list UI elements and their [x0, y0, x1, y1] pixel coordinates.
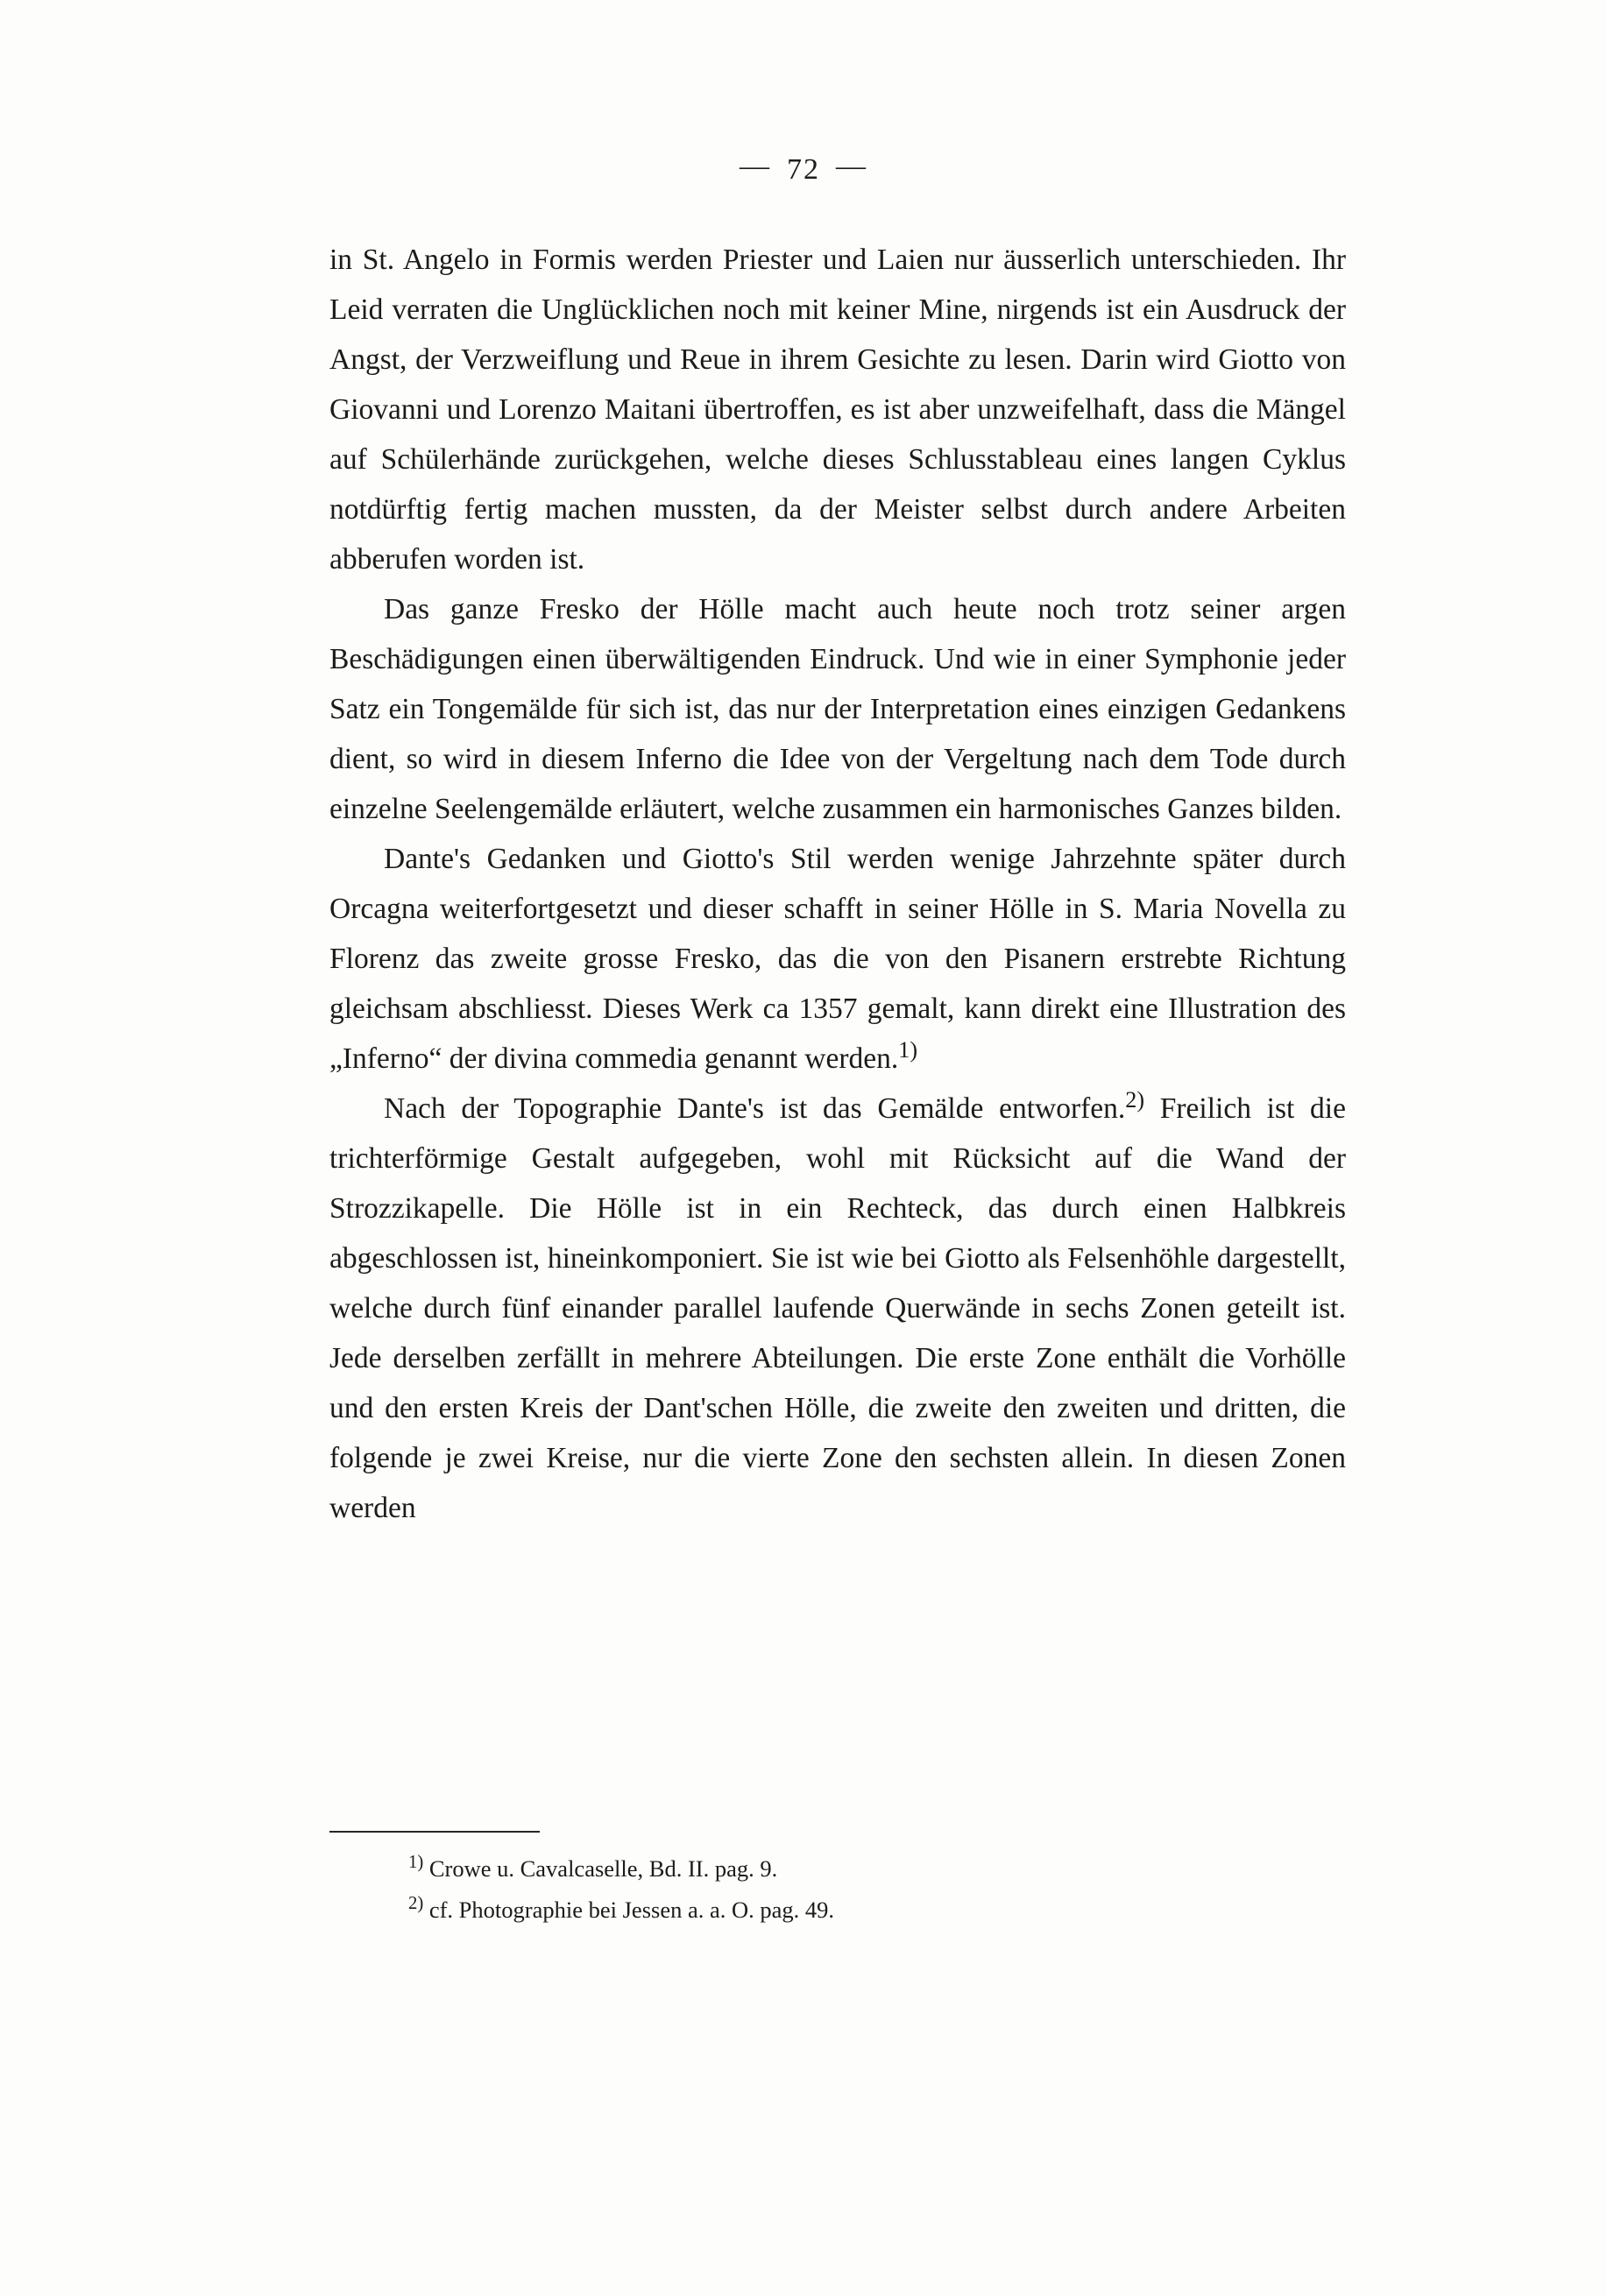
paragraph-4 — [329, 1084, 1346, 1533]
footnote-2-mark: 2) — [408, 1894, 424, 1914]
page-number-value: 72 — [787, 153, 820, 186]
paragraph-1: in St. Angelo in Formis werden Priester und Laien nur äusserlich unterschieden. Ihr Leid verraten die Unglücklichen noch mit keiner Mine, nirgends ist ein Ausdruck der Angst, der Verzweiflung und Reue in ihrem Gesichte zu lesen. Darin wird Giotto von Giovanni und Lorenzo Maitani übertroffen, es ist aber unzweifelhaft, dass die Mängel auf Schülerhände zurückgehen, welche dieses Schlusstableau eines langen Cyklus notdürftig fertig machen mussten, da der Meister selbst durch andere Arbeiten abberufen worden ist. — [329, 244, 1346, 576]
footnote-2 — [329, 1890, 1346, 1931]
paragraph-4-text-part2: Freilich ist die trichterförmige Gestalt aufgegeben, wohl mit Rücksicht auf die Wand der Strozzikapelle. Die Hölle ist in ein Rechteck, das durch einen Halbkreis abgeschlossen ist, hineinkomponiert. Sie ist wie bei Giotto als Felsenhöhle dargestellt, welche durch fünf einander parallel laufende Querwände in sechs Zonen geteilt ist. Jede derselben zerfällt in mehrere Abteilungen. Die erste Zone enthält die Vorhölle und den ersten Kreis der Dant'schen Hölle, die zweite den zweiten und dritten, die folgende je zwei Kreise, nur die vierte Zone den sechsten allein. In diesen Zonen werden — [329, 1092, 1346, 1524]
paragraph-3 — [329, 834, 1346, 1084]
footnote-ref-2: 2) — [1125, 1086, 1145, 1113]
page-number-dash-right: — — [836, 150, 867, 182]
footnote-separator — [329, 1831, 540, 1833]
page-number-dash-left: — — [740, 150, 771, 182]
footnotes-block — [329, 1848, 1346, 1931]
paragraph-4-text-part1: Nach der Topographie Dante's ist das Gemälde entworfen. — [384, 1092, 1126, 1125]
paragraph-2: Das ganze Fresko der Hölle macht auch heute noch trotz seiner argen Beschädigungen einen überwältigenden Eindruck. Und wie in einer Symphonie jeder Satz ein Tongemälde für sich ist, das nur der Interpretation eines einzigen Gedankens dient, so wird in diesem Inferno die Idee von der Vergeltung nach dem Tode durch einzelne Seelengemälde erläutert, welche zusammen ein harmonisches Ganzes bilden. — [329, 593, 1346, 825]
page-number — [0, 150, 1607, 187]
paragraph-3-text: Dante's Gedanken und Giotto's Stil werden wenige Jahrzehnte später durch Orcagna weiterfortgesetzt und dieser schafft in seiner Hölle in S. Maria Novella zu Florenz das zweite grosse Fresko, das die von den Pisanern erstrebte Richtung gleichsam abschliesst. Dieses Werk ca 1357 gemalt, kann direkt eine Illustration des „Inferno“ der divina commedia genannt werden. — [329, 843, 1346, 1075]
footnote-1-text: Crowe u. Cavalcaselle, Bd. II. pag. 9. — [423, 1855, 778, 1882]
body-text — [329, 235, 1346, 1533]
footnote-1-mark: 1) — [408, 1853, 424, 1873]
footnote-2-text: cf. Photographie bei Jessen a. a. O. pag. 49. — [423, 1897, 835, 1923]
footnote-ref-1: 1) — [898, 1036, 918, 1063]
footnote-1 — [329, 1848, 1346, 1890]
